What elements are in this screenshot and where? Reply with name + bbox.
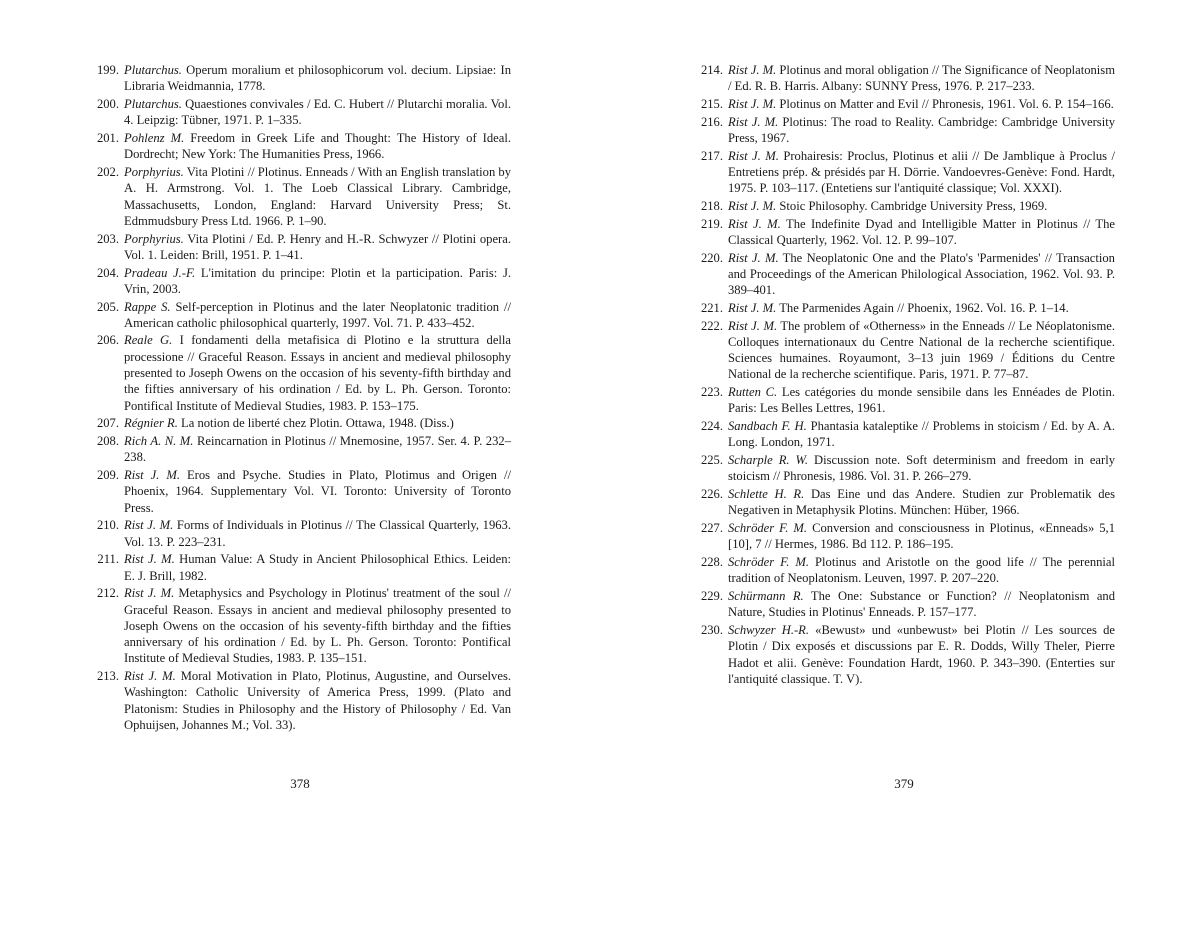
bibliography-entry [89, 299, 511, 332]
entry-number: 207. [96, 416, 119, 431]
entry-author: Rist J. M. [124, 468, 180, 483]
entry-text: Vita Plotini // Plotinus. Enneads / With an English translation by A. H. Armstrong. Vol. 1. The Loeb Classical Library. Cambridge, Massachusetts, London, England: Harvard University Press; St. Edmmudsbury Press Ltd. 1966. P. 1–90. [124, 164, 511, 228]
entry-number: 221. [700, 300, 723, 315]
entry-text: Plotinus on Matter and Evil // Phronesis, 1961. Vol. 6. P. 154–166. [776, 96, 1114, 111]
entry-text: Forms of Individuals in Plotinus // The Classical Quarterly, 1963. Vol. 13. P. 223–231. [124, 518, 511, 549]
bibliography-entry [89, 265, 511, 298]
bibliography-entry [89, 467, 511, 516]
bibliography-entry [693, 486, 1115, 519]
entry-number: 227. [700, 521, 723, 536]
bibliography-entry [89, 415, 511, 431]
entry-text: Freedom in Greek Life and Thought: The History of Ideal. Dordrecht; New York: The Humanities Press, 1966. [124, 130, 511, 162]
entry-number: 218. [700, 198, 723, 213]
entry-text: Plotinus: The road to Reality. Cambridge: Cambridge University Press, 1967. [728, 114, 1115, 145]
entry-number: 211. [97, 552, 119, 567]
entry-number: 202. [96, 164, 119, 179]
entry-number: 228. [700, 555, 723, 570]
entry-number: 216. [700, 114, 723, 129]
entry-author: Rist J. M. [728, 216, 781, 231]
bibliography-entry [693, 452, 1115, 485]
entry-text: Moral Motivation in Plato, Plotinus, Augustine, and Ourselves. Washington: Catholic University of America Press, 1999. (Plato and Platonism: Studies in Philosophy and the History of Philosophy / Ed. Van Ophuijsen, Johannes M.; Vol. 33). [124, 669, 511, 733]
entry-text: Self-perception in Plotinus and the later Neoplatonic tradition // American catholic philosophical quarterly, 1997. Vol. 71. P. 433–452. [124, 299, 511, 330]
entry-author: Pohlenz M. [124, 130, 185, 145]
entry-text: The Neoplatonic One and the Plato's 'Parmenides' // Transaction and Proceedings of the American Philological Association, 1962. Vol. 93. P. 389–401. [728, 250, 1115, 298]
entry-text: Plotinus and Aristotle on the good life // The perennial tradition of Neoplatonism. Leuven, 1997. P. 207–220. [728, 555, 1115, 586]
entry-author: Rich A. N. M. [124, 434, 194, 449]
page-left [89, 62, 511, 735]
bibliography-entry [89, 551, 511, 584]
entry-author: Rist J. M. [728, 300, 777, 315]
entry-text: Das Eine und das Andere. Studien zur Problematik des Negativen in Metaphysik Plotins. München: Hüber, 1966. [728, 487, 1116, 518]
entry-number: 214. [700, 63, 723, 77]
entry-text: Quaestiones convivales / Ed. C. Hubert // Plutarchi moralia. Vol. 4. Leipzig: Tübner, 1971. P. 1–335. [124, 96, 511, 128]
entry-author: Rist J. M. [728, 96, 777, 111]
bibliography-entry [693, 520, 1115, 553]
entry-author: Porphyrius. [124, 164, 184, 179]
entry-text: Conversion and consciousness in Plotinus, «Enneads» 5,1 [10], 7 // Hermes, 1986. Bd 112. P. 186–195. [728, 521, 1115, 552]
entry-text: Discussion note. Soft determinism and freedom in early stoicism // Phronesis, 1986. Vol. 31. P. 266–279. [728, 453, 1115, 484]
entry-author: Rist J. M. [124, 518, 174, 533]
entry-number: 210. [96, 518, 119, 533]
bibliography-list-left [89, 62, 511, 733]
bibliography-entry [89, 332, 511, 413]
entry-number: 219. [700, 216, 723, 231]
entry-number: 223. [700, 385, 723, 400]
entry-author: Rutten C. [728, 385, 778, 400]
entry-number: 212. [96, 586, 119, 601]
entry-number: 209. [96, 468, 119, 483]
entry-author: Rist J. M. [728, 318, 778, 333]
bibliography-entry [693, 198, 1115, 214]
entry-author: Rist J. M. [728, 148, 779, 163]
entry-author: Rappe S. [124, 299, 171, 314]
entry-number: 215. [700, 96, 723, 111]
bibliography-entry [89, 433, 511, 466]
entry-number: 225. [700, 453, 723, 468]
bibliography-entry [89, 517, 511, 550]
bibliography-entry [89, 62, 511, 95]
entry-number: 200. [96, 96, 119, 111]
entry-text: La notion de liberté chez Plotin. Ottawa, 1948. (Diss.) [177, 416, 454, 431]
entry-text: Les catégories du monde sensibile dans les Ennéades de Plotin. Paris: Les Belles Lettres, 1961. [728, 385, 1115, 416]
entry-author: Reale G. [124, 333, 173, 348]
entry-text: Phantasia kataleptike // Problems in stoicism / Ed. by A. A. Long. London, 1971. [728, 419, 1115, 450]
bibliography-entry [693, 148, 1115, 197]
entry-text: Plotinus and moral obligation // The Significance of Neoplatonism / Ed. R. B. Harris. Albany: SUNNY Press, 1976. P. 217–233. [728, 63, 1115, 94]
entry-number: 222. [700, 318, 723, 333]
page-number-left: 378 [290, 776, 310, 791]
entry-text: I fondamenti della metafisica di Plotino e la struttura della processione // Graceful Reason. Essays in ancient and medieval philosophy presented to Joseph Owens on the occasion of his seventy-fifth birthday and the fifties anniversary of his ordination / Ed. by L. Ph. Gerson. Toronto: Pontifical Institute of Medieval Studies, 1983. P. 153–175. [124, 333, 512, 413]
bibliography-entry [89, 668, 511, 733]
entry-author: Rist J. M. [124, 669, 176, 684]
bibliography-entry [89, 585, 511, 666]
entry-author: Schröder F. M. [728, 521, 808, 536]
entry-text: «Bewust» und «unbewust» bei Plotin // Les sources de Plotin / Dix exposés et discussions par E. R. Dodds, Willy Theler, Pierre Hadot et alii. Genève: Foundation Hardt, 1960. P. 343–390. (Enterties sur l'antiquité classique. T. V). [728, 623, 1115, 686]
entry-author: Schröder F. M. [728, 555, 810, 570]
entry-author: Schürmann R. [728, 589, 804, 604]
bibliography-entry [693, 96, 1115, 112]
entry-author: Rist J. M. [728, 63, 777, 77]
bibliography-entry [693, 622, 1115, 687]
entry-number: 208. [96, 434, 119, 449]
entry-number: 204. [96, 265, 119, 280]
entry-author: Régnier R. [124, 416, 178, 431]
entry-number: 217. [700, 148, 723, 163]
bibliography-entry [89, 96, 511, 129]
bibliography-entry [89, 231, 511, 264]
page-right [693, 62, 1115, 689]
entry-author: Schwyzer H.-R. [728, 623, 810, 638]
entry-text: Human Value: A Study in Ancient Philosophical Ethics. Leiden: E. J. Brill, 1982. [124, 552, 511, 583]
entry-author: Schlette H. R. [728, 487, 805, 502]
entry-number: 226. [700, 487, 723, 502]
bibliography-entry [693, 300, 1115, 316]
entry-text: Prohairesis: Proclus, Plotinus et alii // De Jamblique à Proclus / Entretiens prép. & présidés par H. Dörrie. Vandoevres-Genève: Fond. Hardt, 1975. P. 103–117. (Entetiens sur l'antiquité classique; Vol. XXXI). [728, 148, 1115, 196]
entry-number: 199. [96, 63, 119, 77]
entry-number: 224. [700, 419, 723, 434]
bibliography-entry [693, 114, 1115, 147]
page-number-right: 379 [894, 776, 914, 791]
bibliography-entry [693, 318, 1115, 383]
bibliography-entry [693, 418, 1115, 451]
entry-text: The Parmenides Again // Phoenix, 1962. Vol. 16. P. 1–14. [776, 300, 1069, 315]
entry-text: Stoic Philosophy. Cambridge University Press, 1969. [776, 198, 1048, 213]
entry-author: Scharple R. W. [728, 453, 809, 468]
entry-author: Plutarchus. [124, 63, 182, 77]
bibliography-entry [693, 250, 1115, 299]
entry-number: 205. [96, 299, 119, 314]
bibliography-entry [89, 130, 511, 163]
entry-text: The One: Substance or Function? // Neoplatonism and Nature, Studies in Plotinus' Enneads. P. 157–177. [728, 589, 1116, 620]
entry-number: 203. [96, 231, 119, 246]
entry-number: 220. [700, 250, 723, 265]
entry-author: Porphyrius. [124, 231, 184, 246]
entry-author: Rist J. M. [728, 198, 777, 213]
entry-author: Plutarchus. [124, 96, 182, 111]
entry-number: 213. [96, 669, 119, 684]
entry-author: Rist J. M. [728, 114, 779, 129]
entry-text: L'imitation du principe: Plotin et la participation. Paris: J. Vrin, 2003. [124, 265, 511, 296]
bibliography-entry [693, 384, 1115, 417]
entry-text: Metaphysics and Psychology in Plotinus' treatment of the soul // Graceful Reason. Essays in ancient and medieval philosophy presented to Joseph Owens on the occasion of his seventy-fifth birthday and the fifties anniversary of his ordination / Ed. by L. Ph. Gerson. Toronto: Pontifical Institute of Medieval Studies, 1983. P. 135–151. [124, 586, 511, 666]
entry-author: Rist J. M. [124, 552, 175, 567]
entry-text: The problem of «Otherness» in the Enneads // Le Néoplatonisme. Colloques internationaux du Centre National de la recherche scientifique. Sciences humaines. Royaumont, 3–13 juin 1969 / Éditions du Centre National de la recherche scientifique. Paris, 1971. P. 77–87. [728, 318, 1115, 382]
entry-author: Sandbach F. H. [728, 419, 807, 434]
bibliography-entry [693, 62, 1115, 95]
entry-text: Reincarnation in Plotinus // Mnemosine, 1957. Ser. 4. P. 232–238. [124, 434, 511, 465]
bibliography-entry [693, 554, 1115, 587]
entry-text: Operum moralium et philosophicorum vol. decium. Lipsiae: In Libraria Weidmannia, 1778. [124, 63, 511, 94]
bibliography-list-right [693, 62, 1115, 687]
entry-number: 201. [96, 130, 119, 145]
bibliography-entry [693, 216, 1115, 249]
entry-number: 229. [700, 589, 723, 604]
entry-author: Pradeau J.-F. [124, 265, 196, 280]
entry-author: Rist J. M. [728, 250, 779, 265]
entry-number: 206. [96, 333, 119, 348]
entry-number: 230. [700, 623, 723, 638]
entry-text: The Indefinite Dyad and Intelligible Matter in Plotinus // The Classical Quarterly, 1962. Vol. 12. P. 99–107. [728, 216, 1115, 247]
entry-text: Vita Plotini / Ed. P. Henry and H.-R. Schwyzer // Plotini opera. Vol. 1. Leiden: Brill, 1951. P. 1–41. [124, 231, 511, 262]
bibliography-entry [693, 588, 1115, 621]
bibliography-entry [89, 164, 511, 229]
entry-text: Eros and Psyche. Studies in Plato, Plotimus and Origen // Phoenix, 1964. Supplementary Vol. VI. Toronto: University of Toronto Press. [124, 468, 511, 515]
entry-author: Rist J. M. [124, 586, 175, 601]
